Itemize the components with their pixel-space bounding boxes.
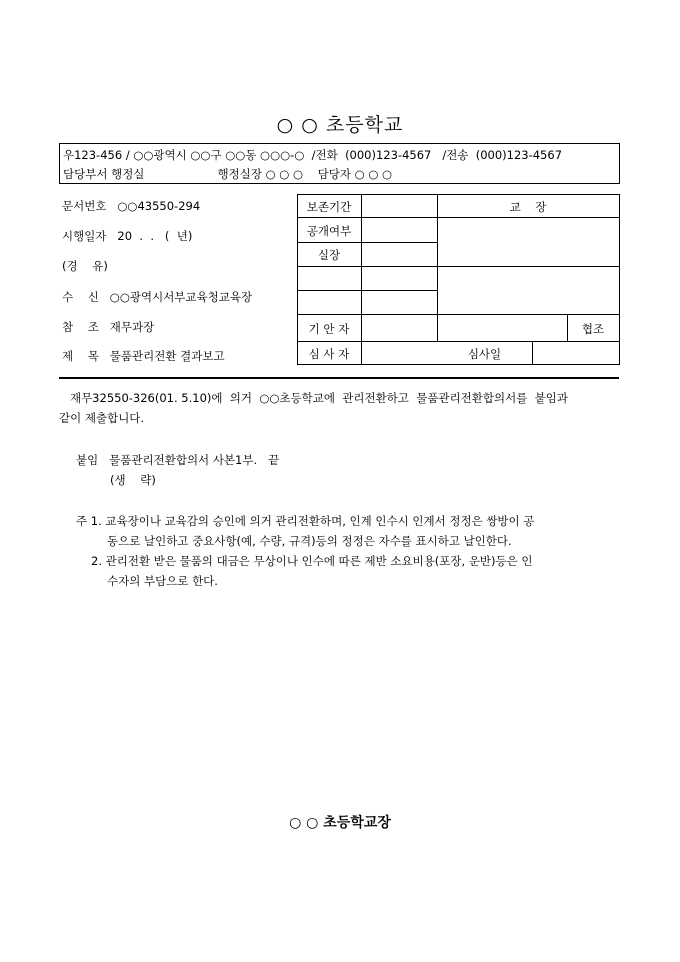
approval-grid xyxy=(297,194,620,365)
office-chief-label: 실장 xyxy=(317,248,341,262)
note-2-cont: 수자의 부담으로 한다. xyxy=(107,574,218,588)
signature-school-principal: ○ ○ 초등학교장 xyxy=(289,815,391,831)
address-line: 우123-456 / ○○광역시 ○○구 ○○동 ○○○-○ /전화 (000)123-4567 /전송 (000)123-4567 xyxy=(63,148,563,162)
disclosure-label: 공개여부 xyxy=(306,224,352,238)
address-box xyxy=(59,143,620,184)
note-1: 주 1. 교육장이나 교육감의 승인에 의거 관리전환하며, 인계 인수시 인계서 정정은 쌍방이 공 xyxy=(76,514,535,528)
issue-date: 시행일자 20 . . ( 년) xyxy=(62,229,193,243)
via-field: (경 유) xyxy=(62,259,108,273)
document-number: 문서번호 ○○43550-294 xyxy=(62,199,201,213)
drafter-label: 기 안 자 xyxy=(308,322,350,336)
attachment-omitted: (생 략) xyxy=(110,473,156,487)
review-date-label: 심사일 xyxy=(467,347,502,361)
department-line: 담당부서 행정실 행정실장 ○ ○ ○ 담당자 ○ ○ ○ xyxy=(63,167,393,181)
retention-label: 보존기간 xyxy=(306,200,352,214)
note-1-cont: 동으로 날인하고 중요사항(예, 수량, 규격)등의 정정은 자수를 표시하고 날인한다. xyxy=(107,534,512,548)
attachment-line: 붙임 물품관리전환합의서 사본1부. 끝 xyxy=(76,453,280,467)
body-paragraph: 재무32550-326(01. 5.10)에 의거 ○○초등학교에 관리전환하고 물품관리전환합의서를 붙임과 xyxy=(59,391,568,405)
principal-label: 교 장 xyxy=(509,200,547,214)
reference-field: 참 조 재무과장 xyxy=(62,320,155,334)
recipient-field: 수 신 ○○광역시서부교육청교육장 xyxy=(62,290,253,304)
subject-field: 제 목 물품관리전환 결과보고 xyxy=(62,349,225,363)
note-2: 2. 관리전환 받은 물품의 대금은 무상이나 인수에 따른 제반 소요비용(포장, 운반)등은 인 xyxy=(91,554,533,568)
body-paragraph-cont: 같이 제출합니다. xyxy=(59,411,145,425)
cooperation-label: 협조 xyxy=(581,322,605,336)
document-title: ○ ○ 초등학교 xyxy=(276,114,404,136)
reviewer-label: 심 사 자 xyxy=(308,347,350,361)
divider xyxy=(59,377,619,379)
